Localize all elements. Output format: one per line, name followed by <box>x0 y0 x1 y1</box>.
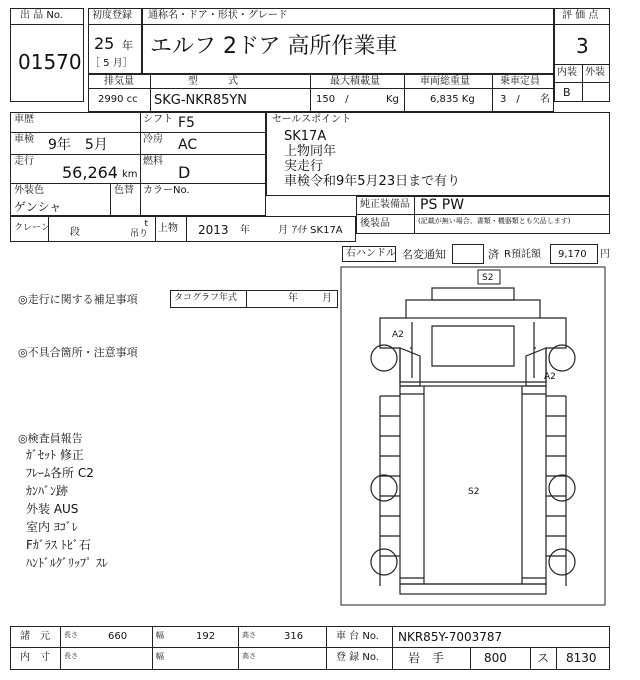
inspector-report-line: 外装 AUS <box>26 502 79 516</box>
name-change-label: 名変通知 <box>402 248 446 261</box>
max-load-unit: Kg <box>386 94 399 105</box>
defects-label: ◎不具合箇所・注意事項 <box>18 346 138 359</box>
plate-region: 岩 手 <box>408 651 445 665</box>
upper-body-year: 2013 <box>198 223 229 237</box>
interior-grade-label: 内装 <box>557 67 577 78</box>
plate-number: 8130 <box>566 651 597 665</box>
crane-hang-unit: t 吊り <box>130 219 149 239</box>
aftermarket-note: (記載が無い場合、書類・機器類とも欠品します) <box>418 217 571 225</box>
lot-number: 01570 <box>18 50 82 74</box>
tachograph-month-unit: 月 <box>322 293 332 304</box>
sales-point-line: 上物同年 <box>284 144 337 159</box>
gross-weight-label: 車両総重量 <box>420 76 470 87</box>
displacement-label: 排気量 <box>104 76 134 87</box>
model-type-label: 型 式 <box>188 76 238 87</box>
genuine-equipment: PS PW <box>420 197 465 213</box>
length: 660 <box>108 631 128 642</box>
score: 3 <box>576 34 589 58</box>
damage-mark: S2 <box>468 487 480 497</box>
damage-mark: S2 <box>482 273 494 283</box>
exterior-color: ゲンシャ <box>14 200 62 214</box>
interior-width-label: 幅 <box>156 652 164 661</box>
fuel: D <box>178 163 191 182</box>
mileage-label: 走行 <box>14 156 34 167</box>
sales-point-line: 車検令和9年5月23日まで有り <box>284 174 461 189</box>
damage-mark: A2 <box>544 372 556 382</box>
sales-point-line: SK17A <box>284 129 327 144</box>
inspection-label: 車検 <box>14 134 34 145</box>
truck-damage-diagram <box>340 266 606 606</box>
height-label: 高さ <box>242 631 256 639</box>
model-type: SKG-NKR85YN <box>154 93 248 108</box>
color-code-label: カラーNo. <box>143 185 190 196</box>
recycle-fee-unit: 円 <box>600 249 610 260</box>
chassis-number: NKR85Y-7003787 <box>398 630 503 644</box>
inspector-report-label: ◎検査員報告 <box>18 432 83 445</box>
genuine-equipment-label: 純正装備品 <box>360 199 410 210</box>
length-label: 長さ <box>64 631 78 639</box>
shift: F5 <box>178 115 195 131</box>
sales-points-label: セールスポイント <box>272 114 352 125</box>
tachograph-label: タコグラフ年式 <box>174 293 238 303</box>
model-name: エルフ 2ドア 高所作業車 <box>150 34 398 59</box>
score-label: 評 価 点 <box>562 10 599 21</box>
interior-dimensions-label: 内 寸 <box>20 652 50 663</box>
inspector-report-line: ｶﾞｾｯﾄ 修正 <box>26 448 84 462</box>
exterior-grade-label: 外装 <box>585 67 605 78</box>
recycle-fee: 9,170 <box>558 249 587 260</box>
width: 192 <box>196 631 216 642</box>
inspection: 9年 5月 <box>48 137 108 153</box>
first-registration-year: 25 <box>94 34 115 53</box>
inspector-report-line: Fｶﾞﾗｽ ﾄﾋﾞ石 <box>26 538 91 552</box>
interior-grade: B <box>563 86 571 99</box>
mileage-unit: km <box>122 169 138 180</box>
max-load-label: 最大積載量 <box>330 76 380 87</box>
first-registration-month: ［ 5 月］ <box>90 58 133 69</box>
max-load: 150 / <box>316 94 349 105</box>
footer-table <box>10 626 610 670</box>
driving-notes-label: ◎走行に関する補足事項 <box>18 293 138 306</box>
upper-body-month-unit: 月 <box>278 225 288 236</box>
inspector-report-line: ﾌﾚｰﾑ各所 C2 <box>26 466 94 480</box>
displacement: 2990 cc <box>98 94 138 105</box>
recycle-fee-label: R預託額 <box>504 249 541 260</box>
aftermarket-label: 後装品 <box>360 218 390 229</box>
exterior-color-label: 外装色 <box>14 185 44 196</box>
plate-label: 登 録 No. <box>336 652 379 663</box>
model-label: 通称名・ドア・形状・グレード <box>148 10 288 21</box>
dimensions-label: 諸 元 <box>20 631 50 642</box>
plate-kana: ス <box>537 651 550 665</box>
color-change-label: 色替 <box>114 185 134 196</box>
first-registration-label: 初度登録 <box>92 10 132 21</box>
shift-label: シフト <box>143 114 173 125</box>
fuel-label: 燃料 <box>143 156 163 167</box>
upper-body-maker: ｱｲﾁ SK17A <box>292 225 343 236</box>
inspector-report-line: 室内 ﾖｺﾞﾚ <box>26 520 78 534</box>
crane-stage-unit: 段 <box>70 227 80 238</box>
recycle-paid-mark: 済 <box>488 248 499 261</box>
height: 316 <box>284 631 304 642</box>
upper-body-year-unit: 年 <box>240 225 250 236</box>
inspector-report-line: ﾊﾝﾄﾞﾙｸﾞﾘｯﾌﾟ ｽﾚ <box>26 556 108 570</box>
plate-class: 800 <box>484 651 507 665</box>
inspector-report-line: ｶﾝﾊﾞﾝ跡 <box>26 484 69 498</box>
seating-capacity-label: 乗車定員 <box>500 76 540 87</box>
lot-number-label: 出 品 No. <box>20 10 63 21</box>
interior-height-label: 高さ <box>242 652 256 660</box>
width-label: 幅 <box>156 631 164 640</box>
seating-capacity-unit: 名 <box>540 94 550 105</box>
history-label: 車歴 <box>14 114 34 125</box>
ac: AC <box>178 137 198 153</box>
right-hand-drive-label: 右ハンドル <box>346 248 396 259</box>
first-registration-year-unit: 年 <box>122 39 133 52</box>
damage-mark: A2 <box>392 330 404 340</box>
name-change-box <box>452 244 484 264</box>
tachograph-year-unit: 年 <box>288 293 298 304</box>
chassis-label: 車 台 No. <box>336 631 379 642</box>
mileage: 56,264 <box>62 163 118 182</box>
seating-capacity: 3 / <box>500 94 520 105</box>
sales-point-line: 実走行 <box>284 159 324 174</box>
upper-body-label: 上物 <box>158 223 178 234</box>
ac-label: 冷房 <box>143 134 163 145</box>
crane-label: クレーン <box>14 223 50 233</box>
gross-weight: 6,835 Kg <box>430 94 475 105</box>
interior-length-label: 長さ <box>64 652 78 660</box>
